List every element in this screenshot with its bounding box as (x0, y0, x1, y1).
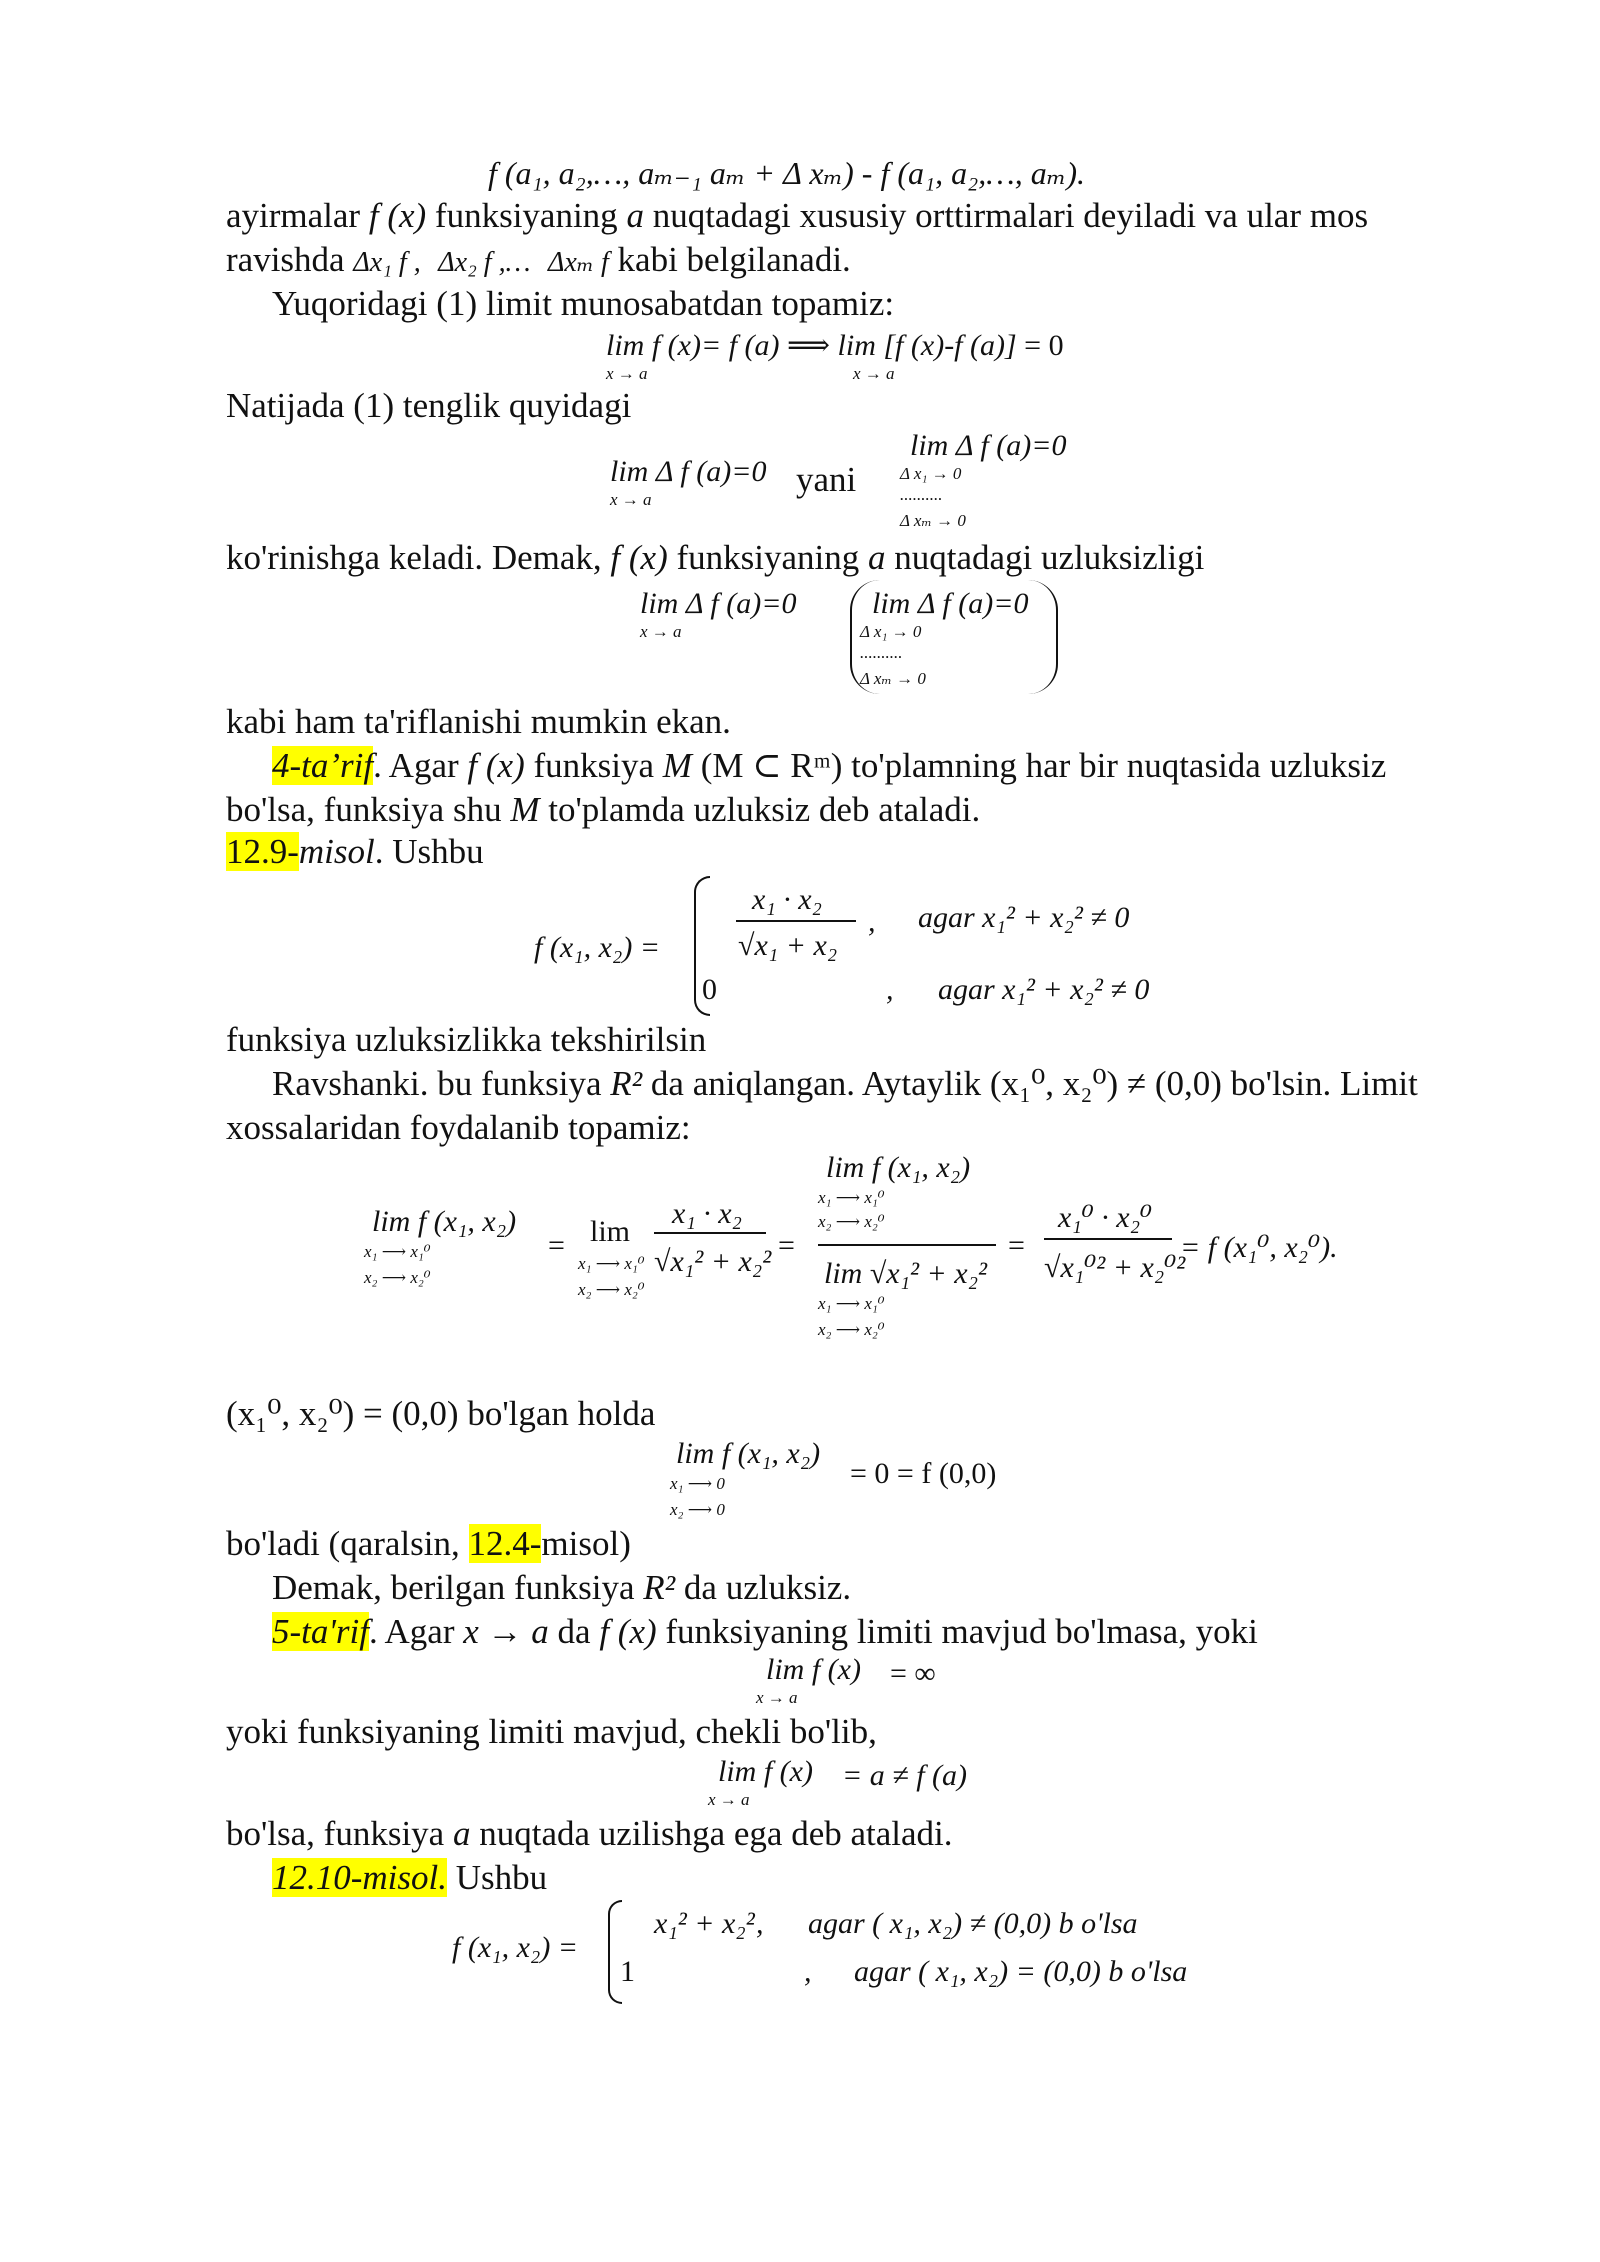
example-number: 12.9- (226, 832, 299, 871)
text: funksiyaning (426, 196, 627, 235)
text: kabi belgilanadi. (608, 240, 851, 279)
equals: = (1008, 1229, 1025, 1262)
limit-finite-value: = a ≠ f (a) (842, 1759, 968, 1792)
implies-arrow: ⟹ (787, 329, 831, 362)
text: ayirmalar (226, 196, 369, 235)
set-symbol: M (662, 746, 692, 785)
definition-label: 4-ta’rif (272, 746, 374, 785)
limit-subscript: x₁ ⟶ x₁⁰ (818, 1188, 885, 1207)
formula-delta-limit: lim Δ f (a)=0 (640, 587, 797, 620)
result: = f (x₁⁰, x₂⁰). (1180, 1231, 1338, 1264)
lim-expr: lim f (x)= f (a) (606, 329, 780, 362)
example-ref: 12.4- (468, 1524, 542, 1563)
lim-expr: lim [f (x)-f (a)] (837, 329, 1017, 362)
text: (M ⊂ Rᵐ) to'plamning har bir nuqtasida uzluksiz (691, 746, 1387, 785)
comma: , (868, 905, 876, 938)
example-12-9 (226, 830, 484, 874)
text: Demak, berilgan funksiya (272, 1568, 644, 1607)
formula-delta-limit-partial: lim Δ f (a)=0 (910, 429, 1067, 462)
piecewise-lhs: f (x₁, x₂) = (534, 931, 661, 964)
comma: , (756, 1907, 764, 1940)
delta-x2: Δx₂ f ,… (438, 247, 531, 278)
paragraph-zero-case: (x₁⁰, x₂⁰) = (0,0) bo'lgan holda (226, 1394, 656, 1433)
point-symbol: a (868, 538, 886, 577)
text: . Ushbu (374, 832, 484, 871)
example-label: 12.10-misol. (272, 1858, 447, 1897)
text: to'plamda uzluksiz deb ataladi. (539, 790, 981, 829)
limit-dots: .......... (860, 643, 903, 662)
piecewise-lhs: f (x₁, x₂) = (452, 1931, 579, 1964)
limit-subscript: Δ x₁ → 0 (900, 464, 962, 483)
example-word: misol (298, 832, 375, 871)
limit-subscript: Δ x₁ → 0 (860, 622, 922, 641)
paragraph-from-limit: Yuqoridagi (1) limit munosabatdan topamiz: (272, 284, 895, 323)
fraction-denominator: √x₁² + x₂² (654, 1245, 772, 1278)
limit-subscript: x₂ ⟶ x₂⁰ (818, 1320, 885, 1339)
definition-label: 5-ta'rif (272, 1612, 369, 1651)
condition: agar x₁² + x₂² ≠ 0 (918, 901, 1130, 934)
equals-zero: = 0 (1024, 329, 1064, 362)
limit-zero: lim f (x₁, x₂) (676, 1437, 821, 1470)
set-symbol: M (510, 790, 540, 829)
paragraph-domain (272, 1062, 1418, 1106)
text: da uzluksiz. (675, 1568, 852, 1607)
condition: agar ( x₁, x₂) = (0,0) b o'lsa (854, 1955, 1188, 1988)
text: nuqtadagi xususiy orttirmalari deyiladi va ular mos (643, 196, 1369, 235)
delta-x1: Δx₁ f , (353, 247, 421, 278)
text: bo'ladi (qaralsin, (226, 1524, 469, 1563)
comma: , (804, 1955, 812, 1988)
function-symbol: f (x) (610, 538, 668, 577)
text: . Agar (373, 746, 468, 785)
limit-subscript: x₁ ⟶ x₁⁰ (818, 1294, 885, 1313)
limit-subscript: Δ xₘ → 0 (900, 511, 966, 530)
fraction-bar-big (818, 1244, 996, 1246)
limit-subscript: x → a (606, 364, 648, 383)
limit-subscript: x₁ ⟶ x₁⁰ (364, 1242, 431, 1261)
fraction-bar (736, 920, 856, 922)
fraction-bar (654, 1232, 766, 1234)
definition-4-cont (226, 788, 980, 832)
text: ko'rinishga keladi. Demak, (226, 538, 611, 577)
paragraph-finite-limit: yoki funksiyaning limiti mavjud, chekli bo'lib, (226, 1712, 877, 1751)
piecewise-row2: 1 (620, 1955, 635, 1988)
fraction-numerator: x₁ · x₂ (752, 883, 822, 916)
text: funksiya (524, 746, 663, 785)
infinity: = ∞ (890, 1657, 936, 1690)
comma: , (886, 973, 894, 1006)
paragraph-result: Natijada (1) tenglik quyidagi (226, 386, 632, 425)
example-12-10 (272, 1856, 547, 1900)
paragraph-conclusion (272, 1566, 851, 1610)
formula-delta-limit-partial: lim Δ f (a)=0 (872, 587, 1029, 620)
paragraph-discontinuity (226, 1812, 953, 1856)
limit-subscript: x₁ ⟶ 0 (670, 1474, 725, 1493)
paragraph-reference (226, 1522, 631, 1566)
fraction-denominator: √x₁⁰² + x₂⁰² (1044, 1251, 1186, 1284)
word-yani: yani (796, 460, 857, 499)
function-symbol: f (x) (599, 1612, 657, 1651)
text: bo'lsa, funksiya (226, 1814, 453, 1853)
limit-subscript: x₂ ⟶ x₂⁰ (818, 1212, 885, 1231)
formula-limit-eq (606, 328, 1064, 364)
space-symbol: R² (610, 1064, 643, 1103)
space-symbol: R² (643, 1568, 676, 1607)
limit-subscript: x₂ ⟶ x₂⁰ (364, 1268, 431, 1287)
equals: = (548, 1229, 565, 1262)
text: . Agar (368, 1612, 464, 1651)
condition: agar ( x₁, x₂) ≠ (0,0) b o'lsa (808, 1907, 1138, 1940)
point-symbol: a (452, 1814, 471, 1853)
text: funksiyaning (667, 538, 868, 577)
limit-subscript: x → a (610, 490, 652, 509)
limit-subscript: x → a (640, 622, 682, 641)
limit-bottom: lim √x₁² + x₂² (824, 1257, 988, 1290)
limit-subscript: x → a (708, 1790, 750, 1809)
limit-finite: lim f (x) (718, 1755, 813, 1788)
limit-subscript: x → a (756, 1688, 798, 1707)
delta-xm: Δxₘ f (547, 247, 609, 278)
limit-var: x → a (463, 1612, 549, 1651)
formula-partial-increment: f (a₁, a₂,…, aₘ₋₁ aₘ + Δ xₘ) - f (a₁, a₂,…, aₘ). (488, 155, 1085, 191)
condition: agar x₁² + x₂² ≠ 0 (938, 973, 1150, 1006)
text: nuqtadagi uzluksizligi (885, 538, 1205, 577)
limit-word: lim (590, 1215, 631, 1248)
text: ravishda (226, 240, 354, 279)
text: funksiyaning limiti mavjud bo'lmasa, yoki (656, 1612, 1258, 1651)
paragraph-partial-increments (226, 194, 1368, 238)
piecewise-row1: x₁² + x₂² (654, 1907, 755, 1940)
fraction-numerator: x₁⁰ · x₂⁰ (1058, 1201, 1153, 1234)
text: Ushbu (447, 1858, 548, 1897)
limit-infinity: lim f (x) (766, 1653, 861, 1686)
text: nuqtada uzilishga ega deb ataladi. (470, 1814, 953, 1853)
formula-delta-limit: lim Δ f (a)=0 (610, 455, 767, 488)
definition-4 (272, 744, 1386, 788)
definition-5 (272, 1610, 1258, 1654)
fraction-numerator: x₁ · x₂ (672, 1197, 742, 1230)
limit-subscript: x → a (853, 364, 895, 383)
point-symbol: a (626, 196, 644, 235)
paragraph-properties: xossalaridan foydalanib topamiz: (226, 1108, 691, 1147)
text: Ravshanki. bu funksiya (272, 1064, 611, 1103)
paragraph-check: funksiya uzluksizlikka tekshirilsin (226, 1020, 707, 1059)
limit-lhs: lim f (x₁, x₂) (372, 1205, 517, 1238)
text: bo'lsa, funksiya shu (226, 790, 511, 829)
limit-subscript: x₂ ⟶ x₂⁰ (578, 1280, 645, 1299)
limit-top: lim f (x₁, x₂) (826, 1151, 971, 1184)
limit-value: = 0 = f (0,0) (850, 1457, 997, 1490)
text: da (548, 1612, 600, 1651)
limit-subscript: x₂ ⟶ 0 (670, 1500, 725, 1519)
function-symbol: f (x) (368, 196, 427, 235)
limit-dots: .......... (900, 485, 943, 504)
text: da aniqlangan. Aytaylik (x₁⁰, x₂⁰) ≠ (0,0) bo'lsin. Limit (642, 1064, 1418, 1103)
paragraph-continuity (226, 536, 1204, 580)
piecewise-zero: 0 (702, 973, 717, 1006)
fraction-denominator: √x₁ + x₂ (738, 929, 838, 962)
text: misol) (541, 1524, 631, 1563)
limit-subscript: x₁ ⟶ x₁⁰ (578, 1254, 645, 1273)
limit-subscript: Δ xₘ → 0 (860, 669, 926, 688)
function-symbol: f (x) (467, 746, 525, 785)
paragraph-definition-alt: kabi ham ta'riflanishi mumkin ekan. (226, 702, 731, 741)
equals: = (778, 1229, 795, 1262)
fraction-bar (1044, 1238, 1172, 1240)
paragraph-notation (226, 238, 851, 285)
